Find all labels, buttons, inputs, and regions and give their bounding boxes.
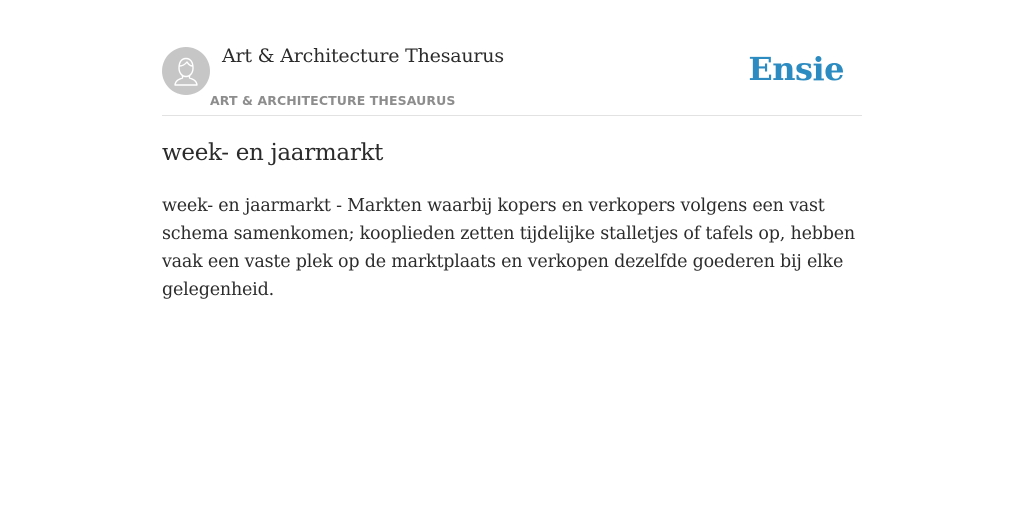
source-title[interactable]: Art & Architecture Thesaurus xyxy=(222,45,504,67)
entry-title: week- en jaarmarkt xyxy=(162,140,384,166)
source-avatar[interactable] xyxy=(162,47,210,95)
content-container xyxy=(162,0,862,300)
source-header xyxy=(162,0,862,116)
source-subtitle[interactable]: ART & ARCHITECTURE THESAURUS xyxy=(210,93,456,108)
user-icon xyxy=(162,47,210,95)
entry-definition: week- en jaarmarkt - Markten waarbij kopers en verkopers volgens een vast schema samenkomen; kooplieden zetten tijdelijke stalletjes of tafels op, hebben vaak een vaste plek op de marktplaats en verkopen dezelfde goederen bij elke gelegenheid. xyxy=(162,196,855,300)
ensie-logo[interactable]: Ensie xyxy=(748,50,844,88)
